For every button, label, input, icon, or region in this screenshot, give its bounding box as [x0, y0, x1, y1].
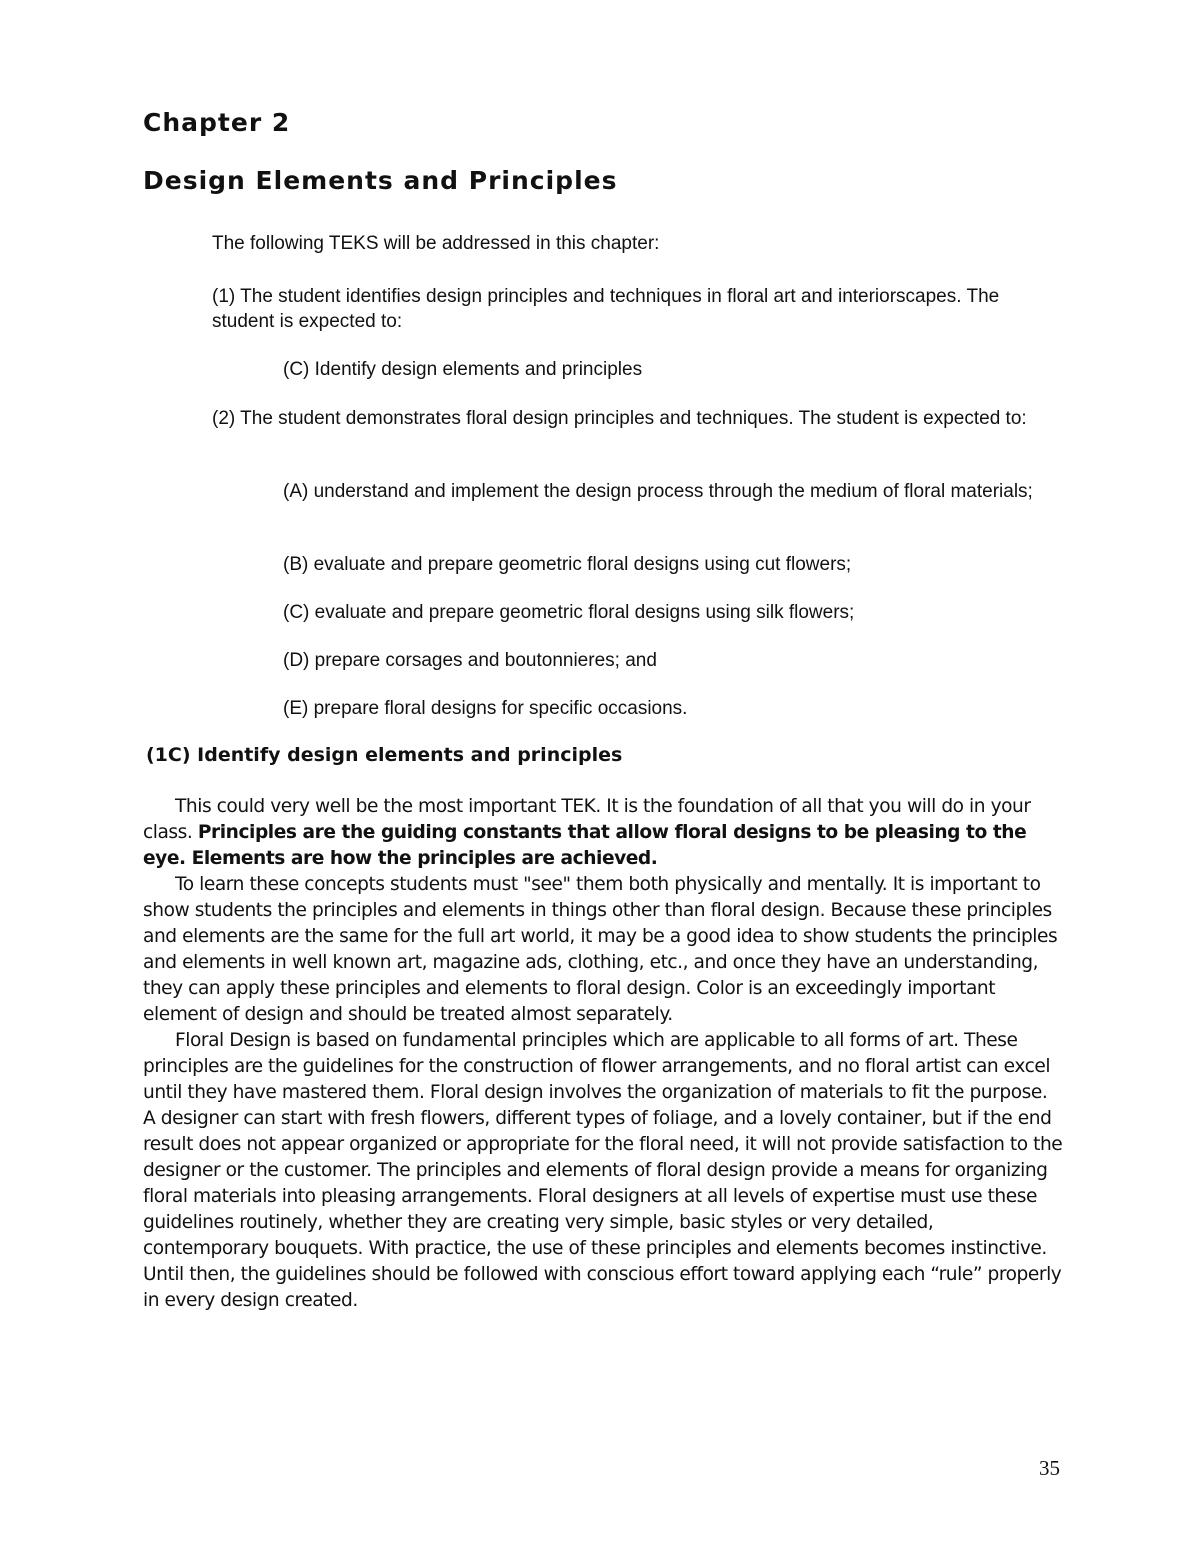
chapter-title: Design Elements and Principles	[143, 166, 618, 195]
page-number: 35	[1039, 1456, 1060, 1480]
teks-standard-2-item: (C) evaluate and prepare geometric floral designs using silk flowers;	[283, 602, 855, 623]
paragraph: To learn these concepts students must "see" them both physically and mentally. It is important to show students the principles and elements in things other than floral design. Because these principles and elements are the same for the full art world, it may be a good idea to show students the principles and elements in well known art, magazine ads, clothing, etc., and once they have an understanding, they can apply these principles and elements to floral design. Color is an exceedingly important element of design and should be treated almost separately.	[143, 874, 1058, 1025]
teks-standard-2-item: (E) prepare floral designs for specific occasions.	[283, 698, 688, 719]
teks-standard-2-item: (D) prepare corsages and boutonnieres; and	[283, 650, 657, 671]
teks-intro: The following TEKS will be addressed in this chapter:	[212, 233, 660, 254]
paragraph: Floral Design is based on fundamental principles which are applicable to all forms of art. These principles are the guidelines for the construction of flower arrangements, and no floral artist can excel until they have mastered them. Floral design involves the organization of materials to fit the purpose. A designer can start with fresh flowers, different types of foliage, and a lovely container, but if the end result does not appear organized or appropriate for the floral need, it will not provide satisfaction to the designer or the customer. The principles and elements of floral design provide a means for organizing floral materials into pleasing arrangements. Floral designers at all levels of expertise must use these guidelines routinely, whether they are creating very simple, basic styles or very detailed, contemporary bouquets. With practice, the use of these principles and elements becomes instinctive. Until then, the guidelines should be followed with conscious effort toward applying each “rule” properly in every design created.	[143, 1030, 1063, 1311]
teks-standard-1-item: (C) Identify design elements and principles	[283, 359, 643, 380]
teks-standard-1: (1) The student identifies design principles and techniques in floral art and interiorscapes. The student is expected to:	[212, 286, 1000, 332]
key-definition: Principles are the guiding constants that allow floral designs to be pleasing to the eye. Elements are how the principles are achieved.	[143, 822, 1027, 869]
teks-standard-2: (2) The student demonstrates floral design principles and techniques. The student is expected to:	[212, 408, 1027, 429]
paragraph-text: This could very well be the most important TEK. It is the foundation of all that you will do in your class.	[143, 796, 1031, 843]
teks-standard-2-item: (B) evaluate and prepare geometric floral designs using cut flowers;	[283, 554, 852, 575]
paragraph	[143, 794, 1063, 872]
section-heading: (1C) Identify design elements and principles	[146, 744, 623, 766]
chapter-number: Chapter 2	[143, 108, 291, 137]
section-body	[143, 794, 1063, 1314]
teks-standard-2-item: (A) understand and implement the design process through the medium of floral materials;	[283, 481, 1033, 502]
